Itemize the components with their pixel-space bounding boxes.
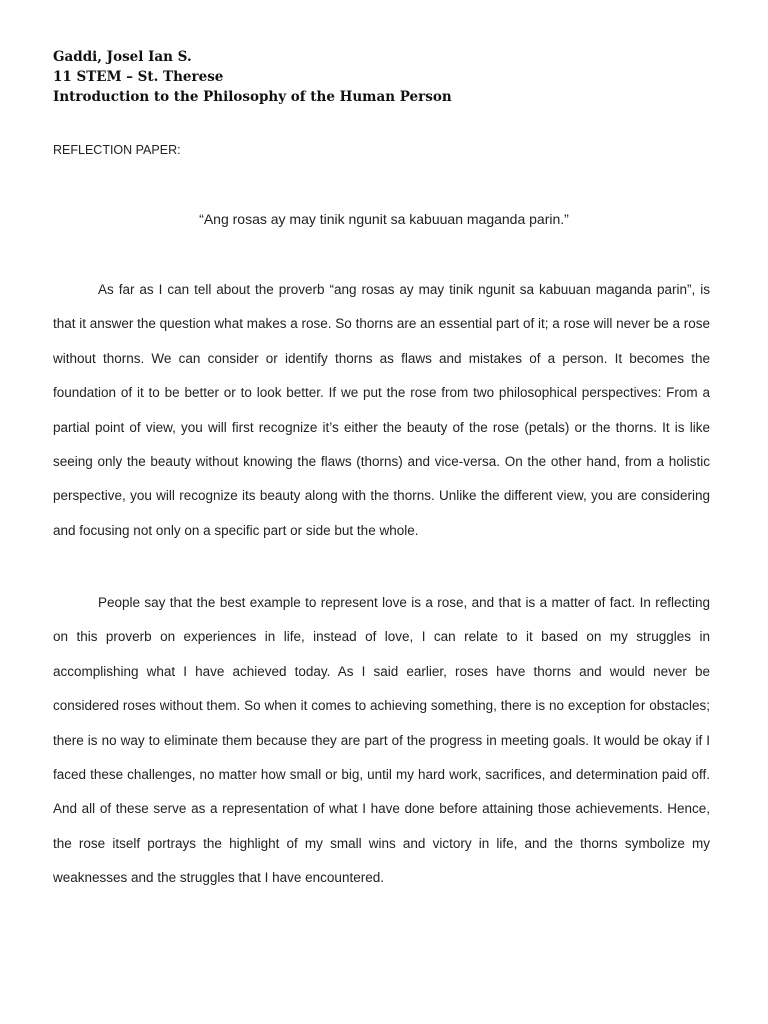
paragraph-2: People say that the best example to represent love is a rose, and that is a matter of fact. In reflecting on this proverb on experiences in life, instead of love, I can relate to it based on my struggles in accomplishing what I have achieved today. As I said earlier, roses have thorns and would never be considered roses without them. So when it comes to achieving something, there is no exception for obstacles; there is no way to eliminate them because they are part of the progress in meeting goals. It would be okay if I faced these challenges, no matter how small or big, until my hard work, sacrifices, and determination paid off. And all of these serve as a representation of what I have done before attaining those achievements. Hence, the rose itself portrays the highlight of my small wins and victory in life, and the thorns symbolize my weaknesses and the struggles that I have encountered. bbox=[53, 595, 710, 886]
student-name: Gaddi, Josel Ian S. bbox=[53, 49, 192, 65]
paragraph-1: As far as I can tell about the proverb “ang rosas ay may tinik ngunit sa kabuuan maganda parin”, is that it answer the question what makes a rose. So thorns are an essential part of it; a rose will never be a rose without thorns. We can consider or identify thorns as flaws and mistakes of a person. It becomes the foundation of it to be better or to look better. If we put the rose from two philosophical perspectives: From a partial point of view, you will first recognize it’s either the beauty of the rose (petals) or the thorns. It is like seeing only the beauty without knowing the flaws (thorns) and vice-versa. On the other hand, from a holistic perspective, you will recognize its beauty along with the thorns. Unlike the different view, you are considering and focusing not only on a specific part or side but the whole. bbox=[53, 282, 710, 538]
course-title: Introduction to the Philosophy of the Human Person bbox=[53, 89, 452, 105]
student-section: 11 STEM – St. Therese bbox=[53, 69, 224, 85]
proverb-quote: “Ang rosas ay may tinik ngunit sa kabuuan maganda parin.” bbox=[199, 211, 569, 227]
document-header bbox=[53, 47, 713, 107]
document-label: REFLECTION PAPER: bbox=[53, 143, 181, 157]
